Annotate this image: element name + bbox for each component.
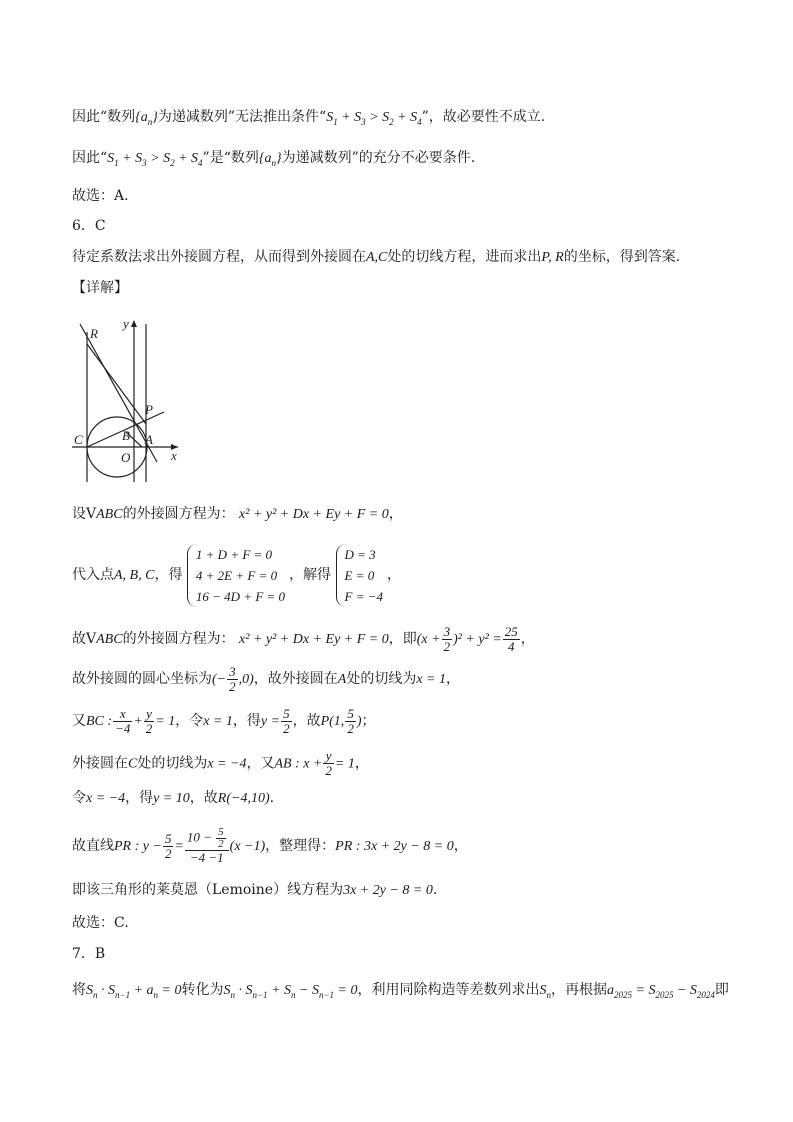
text-line-2: 因此“$S_1 + S_3 > S_2 + S_4$”是“数列$\{a_n\}$为递减数列”的充分不必要条件.: [72, 150, 476, 168]
label-R: R: [90, 326, 98, 341]
label-P: P: [145, 402, 153, 417]
label-C: C: [74, 432, 83, 447]
answer-line-5: 故选：A.: [72, 188, 129, 204]
line-PR: [87, 344, 146, 424]
text-line-center: 故外接圆的圆心坐标为(− $\frac{3}{2}$ ,0)，故外接圆在A处的切线为x = 1，: [72, 663, 461, 694]
equation-system-1: 1 + D + F = 0 4 + 2E + F = 0 16 − 4D + F = 0: [187, 544, 289, 607]
answer-line-6: 故选：C.: [72, 915, 129, 931]
text-line-circle-eq: 设VABC的外接圆方程为： x² + y² + Dx + Ey + F = 0，: [72, 506, 403, 522]
geometry-figure: [72, 314, 187, 484]
text-line-R: 令x = −4，得y = 10，故R(−4,10).: [72, 790, 275, 806]
label-y: y: [123, 316, 129, 331]
text-line-lemoine: 即该三角形的莱莫恩（Lemoine）线方程为3x + 2y − 8 = 0.: [72, 882, 438, 898]
y-axis-arrow: [131, 320, 137, 327]
text-line-PR: 故直线PR : y − $\frac{5}{2}$ = 10 − $\frac{5}{2}$ −4 −1 (x −1)，整理得：PR : 3x + 2y − 8 = 0，: [72, 826, 468, 865]
text-line-systems: 代入点A, B, C，得 1 + D + F = 0 4 + 2E + F = 0 16 − 4D + F = 0 ，解得 D = 3 E = 0 F = −4 ，: [72, 543, 401, 607]
text-line-q7: 将$S_n \cdot S_{n-1} + a_n = 0$转化为$S_n \cdot S_{n-1} + S_n - S_{n-1} = 0$，利用同除构造等差数列求出$S_n$，再根据$a_{2025} = S_{2025} - S_{2024}$即: [72, 982, 729, 1000]
label-O: O: [121, 450, 131, 465]
text-line-circle-standard: 故VABC的外接圆方程为： x² + y² + Dx + Ey + F = 0，即(x + $\frac{3}{2}$ )² + y² = $\frac{25}{4}$ ，: [72, 623, 535, 654]
text-line-BC: 又BC : $\frac{x}{-4}$ + $\frac{y}{2}$ = 1，令x = 1，得y = $\frac{5}{2}$ ，故P(1, $\frac{5}{2}$ )；: [72, 705, 376, 736]
text-line-method: 待定系数法求出外接圆方程，从而得到外接圆在A,C处的切线方程，进而求出P, R的坐标，得到答案.: [72, 249, 681, 265]
label-B: B: [122, 428, 130, 443]
question-6-heading: 6．C: [72, 218, 106, 234]
label-x: x: [171, 448, 177, 463]
equation-system-2: D = 3 E = 0 F = −4: [336, 544, 388, 607]
detail-heading: 【详解】: [72, 280, 128, 296]
question-7-heading: 7．B: [72, 946, 106, 962]
text-line-tangent-C: 外接圆在C处的切线为x = −4，又AB : x + $\frac{y}{2}$ = 1，: [72, 748, 369, 778]
text-line-1: 因此“数列$\{a_n\}$为递减数列”无法推出条件“$S_1 + S_3 > S_2 + S_4$”，故必要性不成立.: [72, 109, 546, 127]
label-A: A: [145, 432, 153, 447]
